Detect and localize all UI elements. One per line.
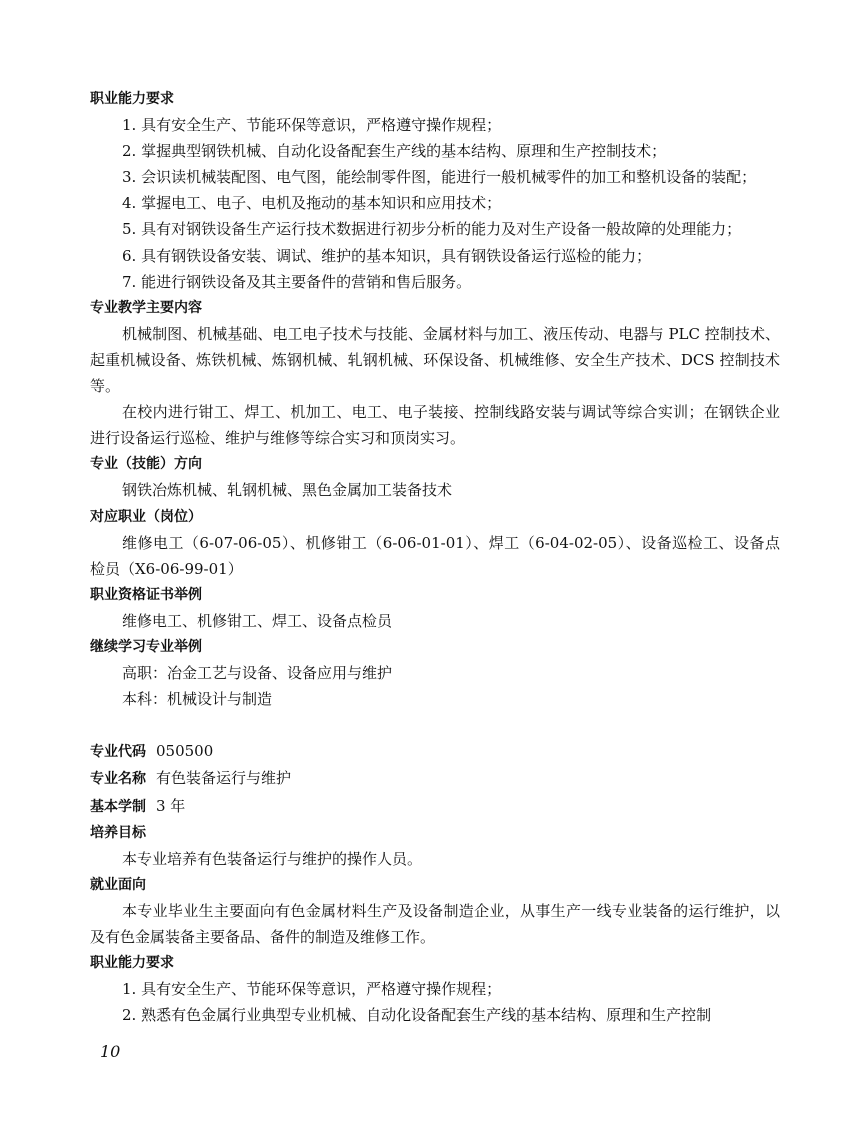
paragraph: 2. 掌握典型钢铁机械、自动化设备配套生产线的基本结构、原理和生产控制技术； (122, 142, 667, 161)
paragraph: 钢铁冶炼机械、轧钢机械、黑色金属加工装备技术 (122, 481, 453, 500)
paragraph: 机械制图、机械基础、电工电子技术与技能、金属材料与加工、液压传动、电器与 PLC 控制技术、起重机械设备、炼铁机械、炼钢机械、轧钢机械、环保设备、机械维修、安全生产技术、DCS 控制技术等。 (90, 324, 780, 396)
field-label: 专业名称 (90, 771, 146, 788)
paragraph: 在校内进行钳工、焊工、机加工、电工、电子装接、控制线路安装与调试等综合实训；在钢铁企业进行设备运行巡检、维护与维修等综合实习和顶岗实习。 (90, 403, 780, 448)
paragraph: 高职：冶金工艺与设备、设备应用与维护 (122, 664, 393, 683)
section-heading: 就业面向 (90, 876, 146, 893)
blank-line (90, 712, 780, 738)
field-value: 050500 (156, 742, 214, 761)
section-heading: 对应职业（岗位） (90, 508, 202, 525)
paragraph: 6. 具有钢铁设备安装、调试、维护的基本知识，具有钢铁设备运行巡检的能力； (122, 246, 652, 265)
field-label: 基本学制 (90, 798, 146, 815)
section-heading: 培养目标 (90, 824, 146, 841)
paragraph: 本专业毕业生主要面向有色金属材料生产及设备制造企业，从事生产一线专业装备的运行维护，以及有色金属装备主要备品、备件的制造及维修工作。 (90, 901, 780, 946)
section-heading: 职业资格证书举例 (90, 586, 202, 603)
page-body (90, 86, 780, 1028)
paragraph: 3. 会识读机械装配图、电气图，能绘制零件图，能进行一般机械零件的加工和整机设备的装配； (122, 168, 757, 187)
paragraph: 本科：机械设计与制造 (122, 690, 273, 709)
paragraph: 5. 具有对钢铁设备生产运行技术数据进行初步分析的能力及对生产设备一般故障的处理能力； (122, 220, 742, 239)
paragraph: 1. 具有安全生产、节能环保等意识，严格遵守操作规程； (122, 116, 502, 135)
paragraph: 维修电工（6-07-06-05）、机修钳工（6-06-01-01）、焊工（6-04-02-05）、设备巡检工、设备点检员（X6-06-99-01） (90, 533, 780, 578)
paragraph: 7. 能进行钢铁设备及其主要备件的营销和售后服务。 (122, 272, 472, 291)
page-number: 10 (100, 1042, 121, 1061)
paragraph: 1. 具有安全生产、节能环保等意识，严格遵守操作规程； (122, 980, 502, 999)
section-heading: 职业能力要求 (90, 91, 174, 107)
field-value: 3 年 (156, 796, 186, 815)
paragraph: 维修电工、机修钳工、焊工、设备点检员 (122, 611, 393, 630)
key-value-row (90, 765, 780, 792)
section-heading: 专业（技能）方向 (90, 456, 202, 473)
section-heading: 专业教学主要内容 (90, 299, 202, 316)
paragraph: 4. 掌握电工、电子、电机及拖动的基本知识和应用技术； (122, 194, 502, 213)
field-value: 有色装备运行与维护 (156, 769, 292, 788)
paragraph: 本专业培养有色装备运行与维护的操作人员。 (122, 849, 423, 868)
paragraph: 2. 熟悉有色金属行业典型专业机械、自动化设备配套生产线的基本结构、原理和生产控制 (122, 1006, 712, 1025)
section-heading: 职业能力要求 (90, 955, 174, 972)
key-value-row (90, 793, 780, 820)
section-heading: 继续学习专业举例 (90, 638, 202, 655)
key-value-row (90, 738, 780, 765)
field-label: 专业代码 (90, 744, 146, 761)
